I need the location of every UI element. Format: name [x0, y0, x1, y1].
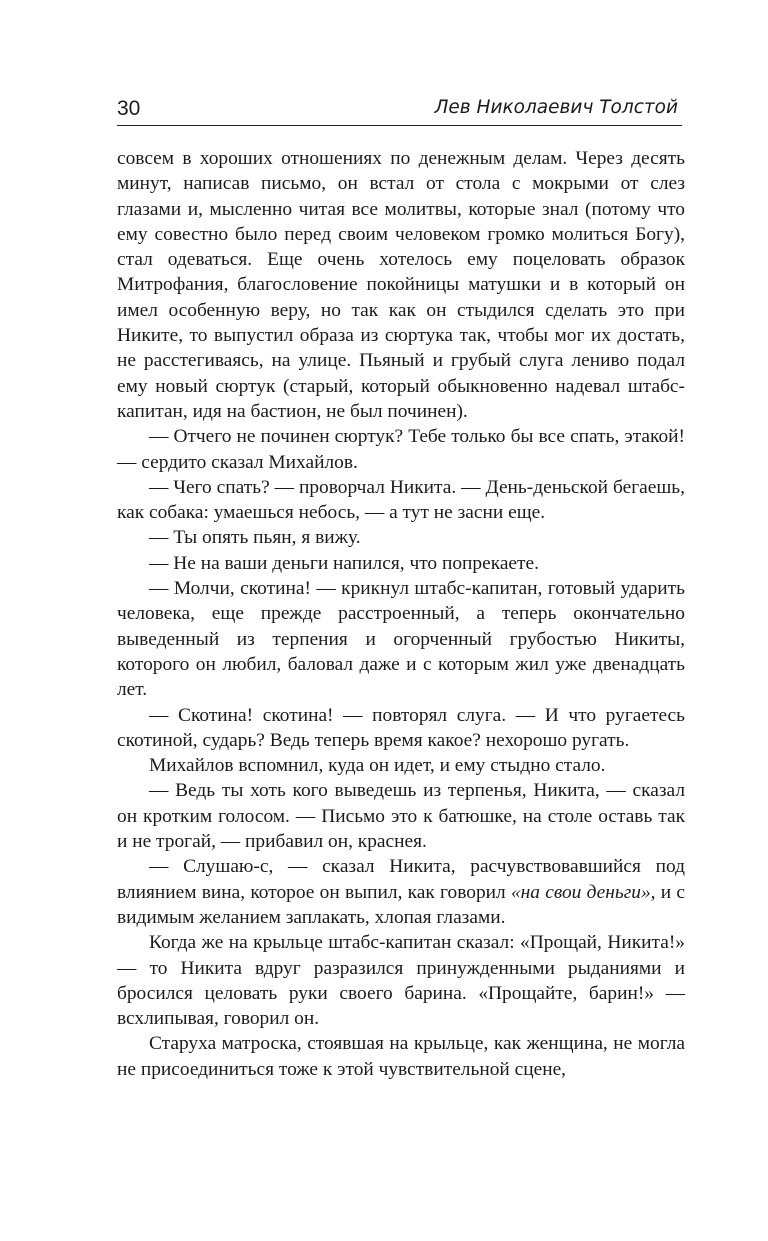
paragraph: — Чего спать? — проворчал Никита. — День-деньской бегаешь, как собака: умаешься небось, — а тут не засни еще. — [117, 476, 685, 524]
page-header — [117, 95, 682, 126]
paragraph: — Скотина! скотина! — повторял слуга. — И что ругаетесь скотиной, сударь? Ведь теперь время какое? нехорошо ругать. — [117, 704, 685, 751]
paragraph: Михайлов вспомнил, куда он идет, и ему стыдно стало. — [149, 755, 606, 777]
italic-quote: «на свои деньги», — [510, 881, 656, 903]
paragraph: — Ведь ты хоть кого выведешь из терпенья, Никита, — сказал он кротким голосом. — Письмо это к батюшке, на столе оставь так и не трогай, — прибавил он, краснея. — [117, 780, 685, 853]
paragraph: Старуха матроска, стоявшая на крыльце, как женщина, не могла не присоединиться тоже к этой чувствительной сцене, — [117, 1033, 685, 1080]
paragraph: — Отчего не починен сюртук? Тебе только бы все спать, этакой! — сердито сказал Михайлов. — [117, 426, 685, 473]
paragraph: — Молчи, скотина! — крикнул штабс-капитан, готовый ударить человека, еще прежде расстроенный, а теперь окончательно выведенный из терпения и огорченный грубостью Никиты, которого он любил, баловал даже и с которым жил уже двенадцать лет. — [117, 578, 685, 701]
page-number: 30 — [117, 97, 141, 120]
paragraph: совсем в хороших отношениях по денежным делам. Через десять минут, написав письмо, он встал от стола с мокрыми от слез глазами и, мысленно читая все молитвы, которые знал (потому что ему совестно было перед своим человеком громко молиться Богу), стал одеваться. Еще очень хотелось ему поцеловать образок Митрофания, благословение покойницы матушки и в который он имел особенную веру, но так как он стыдился сделать это при Никите, то выпустил образа из сюртука так, чтобы мог их достать, не расстегиваясь, на улице. Пьяный и грубый слуга лениво подал ему новый сюртук (старый, который обыкновенно надевал штабс-капитан, идя на бастион, не был починен). — [117, 148, 685, 422]
running-title: Лев Николаевич Толстой — [434, 97, 678, 118]
paragraph: Когда же на крыльце штабс-капитан сказал: «Прощай, Никита!» — то Никита вдруг разразился принужденными рыданиями и бросился целовать руки своего барина. «Прощайте, барин!» — всхлипывая, говорил он. — [117, 932, 685, 1030]
paragraph-with-italic — [117, 854, 685, 930]
paragraph-text-before: — Слушаю-с, — сказал Никита, расчувствовавшийся под влиянием вина, которое он выпил, как говорил — [117, 856, 685, 903]
paragraph-text-after: и с видимым желанием заплакать, хлопая глазами. — [117, 881, 685, 928]
paragraph: — Ты опять пьян, я вижу. — [149, 527, 361, 549]
paragraph: — Не на ваши деньги напился, что попрекаете. — [149, 552, 539, 574]
body-text — [117, 146, 685, 1082]
